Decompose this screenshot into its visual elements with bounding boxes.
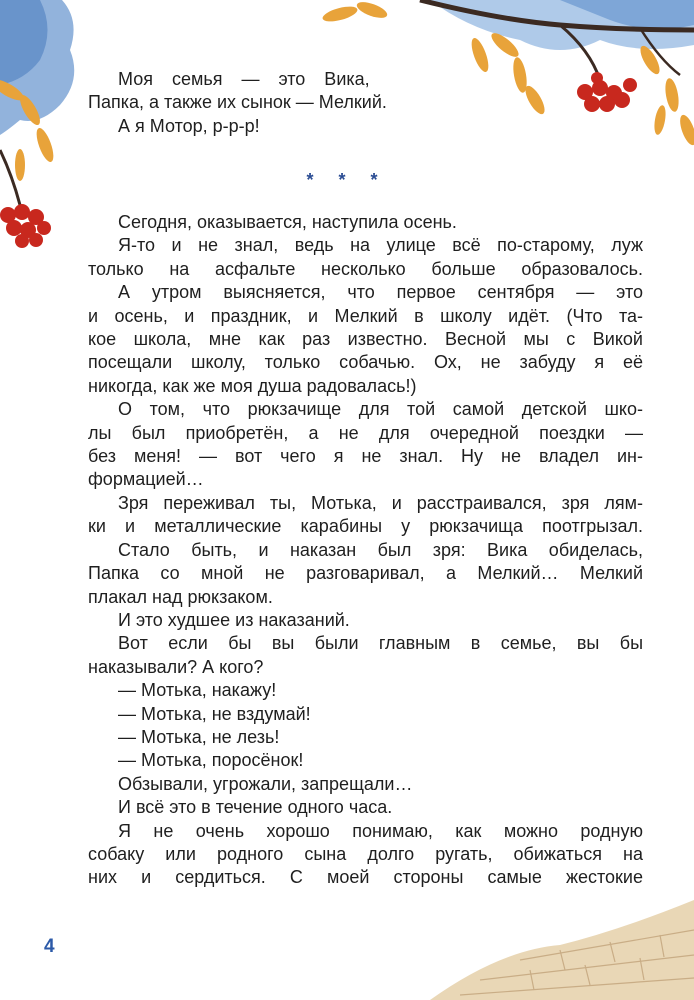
prose-line: И это худшее из наказаний.	[118, 609, 350, 630]
prose-line: Я не очень хорошо понимаю, как можно родную	[118, 820, 643, 841]
prose-line: Стало быть, и наказан был зря: Вика обиделась,	[118, 539, 643, 560]
prose-line: плакал над рюкзаком.	[88, 586, 273, 607]
prose-line: О том, что рюкзачище для той самой детской шко-	[118, 399, 643, 420]
brick-wall-bottom-right	[430, 900, 694, 1000]
prose-line: формацией…	[88, 469, 204, 490]
prose-line: Папка со мной не разговаривал, а Мелкий… Мелкий	[88, 563, 643, 584]
section-separator: * * *	[306, 170, 388, 190]
prose-body	[88, 211, 643, 890]
prose-line: собаку или родного сына долго ругать, обижаться на	[88, 843, 643, 864]
page-number: 4	[44, 936, 55, 957]
prose-line: посещали школу, только собачью. Ох, не забуду я её	[88, 352, 643, 373]
prose-line: никогда, как же моя душа радовалась!)	[88, 375, 417, 396]
prose-line: ки и металлические карабины у рюкзачища поотгрызал.	[88, 516, 643, 537]
prose-line: Сегодня, оказывается, наступила осень.	[118, 212, 457, 232]
prose-line: Я-то и не знал, ведь на улице всё по-старому, луж	[118, 235, 643, 256]
poem-stanza	[88, 68, 643, 138]
dialogue-line: — Мотька, поросёнок!	[118, 750, 304, 771]
prose-line: Вот если бы вы были главным в семье, вы бы	[118, 633, 643, 654]
dialogue-line: — Мотька, не вздумай!	[118, 703, 311, 724]
prose-line: наказывали? А кого?	[88, 656, 264, 677]
prose-line: только на асфальте несколько больше образовалось.	[88, 258, 643, 279]
prose-line: Зря переживал ты, Мотька, и расстраивался, зря лям-	[118, 492, 643, 513]
poem-line: Папка, а также их сынок — Мелкий.	[88, 92, 387, 113]
poem-line: Моя семья — это Вика,	[118, 69, 370, 89]
prose-line: без меня! — вот чего я не знал. Ну не владел ин-	[88, 446, 643, 467]
dialogue-line: — Мотька, не лезь!	[118, 726, 280, 747]
prose-line: А утром выясняется, что первое сентября — это	[118, 282, 643, 303]
prose-line: Обзывали, угрожали, запрещали…	[118, 773, 413, 794]
prose-line: них и сердиться. С моей стороны самые жестокие	[88, 867, 643, 888]
prose-line: и осень, и праздник, и Мелкий в школу идёт. (Что та-	[88, 305, 643, 326]
prose-line: кое школа, мне как раз известно. Весной мы с Викой	[88, 329, 643, 350]
dialogue-line: — Мотька, накажу!	[118, 680, 277, 701]
prose-line: И всё это в течение одного часа.	[118, 797, 393, 818]
prose-line: лы был приобретён, а не для очередной поездки —	[88, 422, 643, 443]
poem-line: А я Мотор, р-р-р!	[118, 115, 260, 136]
